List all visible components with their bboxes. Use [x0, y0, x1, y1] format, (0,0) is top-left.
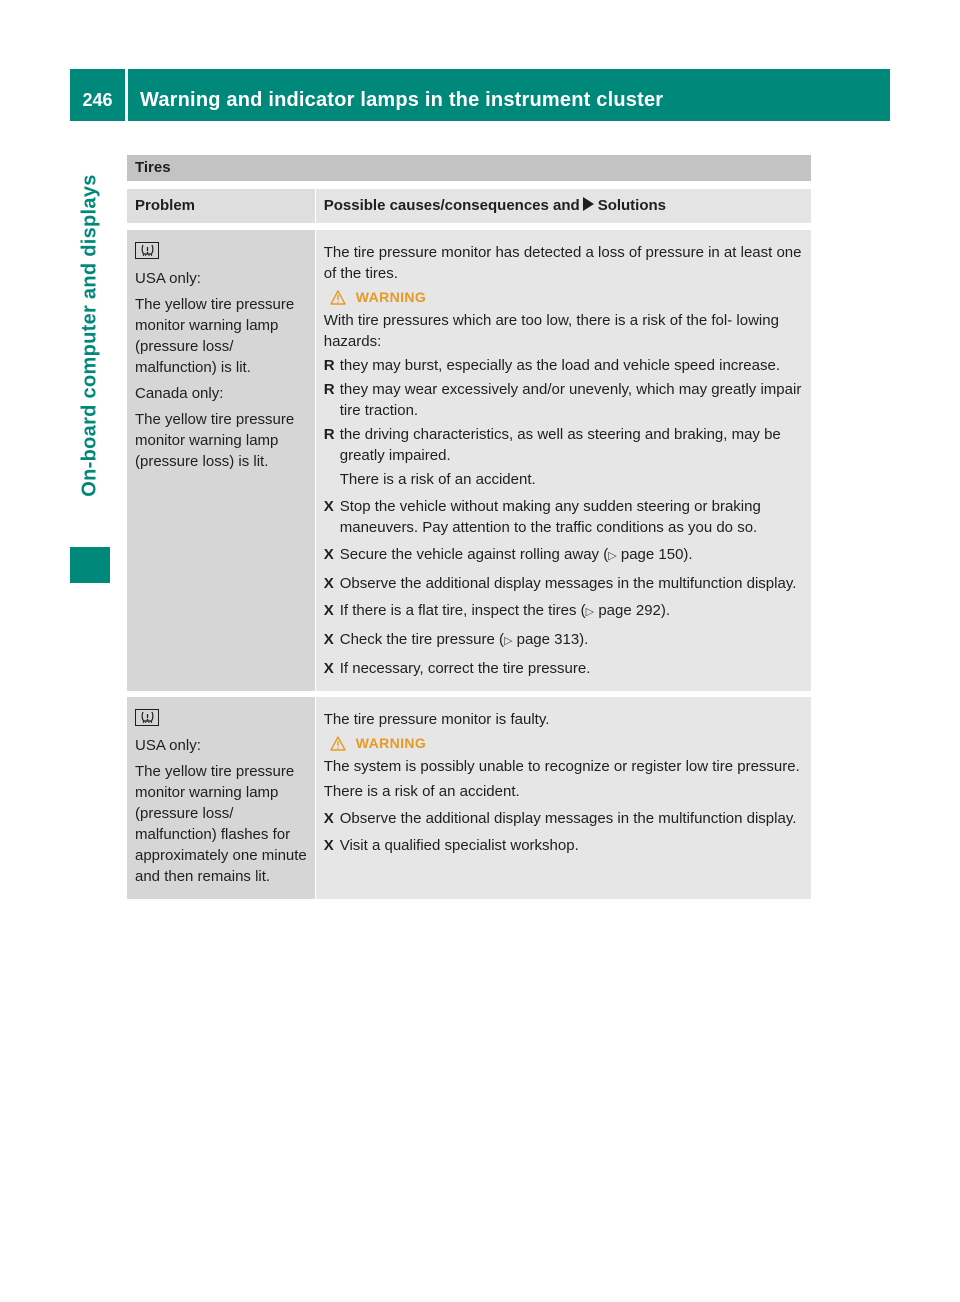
page-ref-arrow-icon: ▷: [503, 635, 513, 647]
tire-pressure-icon: [135, 709, 159, 726]
chapter-tab-label: On-board computer and displays: [78, 173, 101, 497]
hazard-item: R they may burst, especially as the load and vehicle speed increase.: [323, 357, 780, 374]
column-header-solutions: Possible causes/consequences and Solutions: [316, 189, 811, 223]
step-item: X Stop the vehicle without making any sudden steering or braking maneuvers. Pay attention to the traffic conditions as you do so.: [323, 498, 761, 536]
problem-text: USA only:: [135, 270, 201, 287]
step-item: X Secure the vehicle against rolling away (▷ page 150).: [323, 546, 693, 563]
page-link[interactable]: page 292).: [598, 602, 671, 619]
chapter-tab: [70, 135, 110, 583]
problem-text: The yellow tire pressure monitor warning lamp (pressure loss) is lit.: [135, 411, 295, 470]
hazard-item: R they may wear excessively and/or unevenly, which may greatly impair tire traction.: [323, 381, 802, 419]
chapter-tab-marker: [70, 547, 110, 583]
warning-triangle-icon: [330, 290, 346, 305]
column-header-problem: Problem: [127, 189, 315, 223]
risk-text: There is a risk of an accident.: [339, 471, 536, 488]
warning-text: The system is possibly unable to recognize or register low tire pressure.: [323, 758, 800, 775]
step-item: X Check the tire pressure (▷ page 313).: [323, 631, 589, 648]
step-item: X Observe the additional display messages in the multifunction display.: [323, 575, 797, 592]
cause-text: The tire pressure monitor is faulty.: [323, 711, 550, 728]
tires-table: [127, 155, 811, 905]
step-item: X If there is a flat tire, inspect the tires (▷ page 292).: [323, 602, 671, 619]
risk-text: There is a risk of an accident.: [323, 783, 520, 800]
problem-cell: [127, 697, 315, 899]
table-title: Tires: [127, 155, 811, 181]
problem-text: Canada only:: [135, 385, 224, 402]
cause-text: The tire pressure monitor has detected a loss of pressure in at least one of the tires.: [323, 244, 802, 282]
problem-text: The yellow tire pressure monitor warning lamp (pressure loss/ malfunction) is lit.: [135, 296, 295, 376]
warning-text: With tire pressures which are too low, there is a risk of the fol- lowing hazards:: [323, 312, 779, 350]
page-title: Warning and indicator lamps in the instrument cluster: [140, 88, 664, 111]
warning-heading: WARNING: [330, 735, 805, 751]
table-row: [127, 697, 811, 899]
step-item: X Observe the additional display messages in the multifunction display.: [323, 810, 797, 827]
solution-cell: [316, 697, 811, 899]
page-number: 246: [70, 69, 128, 121]
page-link[interactable]: page 313).: [516, 631, 589, 648]
hazard-item: R the driving characteristics, as well as steering and braking, may be greatly impaired.: [323, 426, 781, 464]
problem-text: The yellow tire pressure monitor warning lamp (pressure loss/ malfunction) flashes for approximately one minute and then remains lit.: [135, 763, 307, 885]
warning-triangle-icon: [330, 736, 346, 751]
page-header: [70, 69, 890, 121]
tire-pressure-icon: [135, 242, 159, 259]
solution-cell: [316, 230, 811, 691]
step-item: X Visit a qualified specialist workshop.: [323, 837, 579, 854]
warning-heading: WARNING: [330, 289, 805, 305]
problem-text: USA only:: [135, 737, 201, 754]
table-header-row: [127, 189, 811, 223]
page-ref-arrow-icon: ▷: [608, 550, 617, 562]
table-row: [127, 230, 811, 691]
page-link[interactable]: page 150).: [620, 546, 693, 563]
page-ref-arrow-icon: ▷: [585, 606, 595, 618]
step-item: X If necessary, correct the tire pressure.: [323, 660, 591, 677]
problem-cell: [127, 230, 315, 691]
action-arrow-icon: [583, 197, 594, 211]
